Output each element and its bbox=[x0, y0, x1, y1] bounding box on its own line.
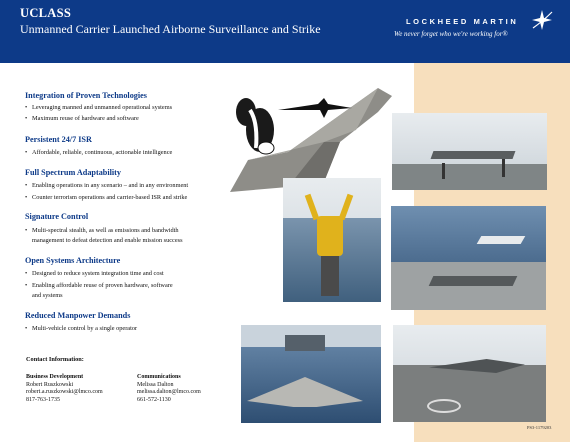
photo-flight-over-carrier bbox=[241, 325, 381, 423]
photo-carrier-landing bbox=[393, 325, 546, 422]
contact-communications bbox=[137, 374, 201, 404]
bullet-item: • Designed to reduce system integration time and cost bbox=[25, 270, 164, 277]
lockheed-star-icon bbox=[531, 9, 553, 31]
photo-launch bbox=[391, 206, 546, 310]
section-heading-open-systems: Open Systems Architecture bbox=[25, 256, 121, 265]
section-heading-isr: Persistent 24/7 ISR bbox=[25, 135, 92, 144]
photo-deck-crew bbox=[283, 178, 381, 302]
page-subtitle: Unmanned Carrier Launched Airborne Surveillance and Strike bbox=[20, 22, 321, 36]
bullet-item: • Enabling affordable reuse of proven hardware, software bbox=[25, 282, 173, 289]
part-number: PS3-1179203 bbox=[527, 425, 552, 430]
page-title: UCLASS bbox=[20, 6, 72, 20]
contact-name: Melissa Dalton bbox=[137, 381, 174, 388]
contact-phone: 661-572-1130 bbox=[137, 396, 171, 403]
contact-email[interactable]: melissa.dalton@lmco.com bbox=[137, 389, 201, 395]
bullet-item-continued: management to defeat detection and enable mission success bbox=[32, 237, 183, 244]
contact-business bbox=[26, 374, 103, 404]
contact-phone: 817-763-1735 bbox=[26, 396, 60, 403]
contact-name: Robert Ruszkowski bbox=[26, 381, 74, 388]
contact-heading: Contact Information: bbox=[26, 356, 84, 363]
bullet-item: • Multi-spectral stealth, as well as emissions and bandwidth bbox=[25, 227, 179, 234]
tagline: We never forget who we're working for® bbox=[394, 30, 508, 38]
contact-role: Communications bbox=[137, 374, 181, 380]
section-heading-adaptability: Full Spectrum Adaptability bbox=[25, 168, 121, 177]
skunk-icon bbox=[236, 98, 274, 154]
section-heading-integration: Integration of Proven Technologies bbox=[25, 91, 147, 100]
photo-aircraft-on-deck bbox=[392, 113, 547, 190]
header-banner bbox=[0, 0, 570, 63]
contact-role: Business Development bbox=[26, 374, 84, 380]
section-heading-manpower: Reduced Manpower Demands bbox=[25, 311, 131, 320]
contact-email[interactable]: robert.a.ruszkowski@lmco.com bbox=[26, 389, 103, 395]
section-heading-signature: Signature Control bbox=[25, 212, 89, 221]
bullet-item-continued: and systems bbox=[32, 292, 63, 299]
bullet-item: • Counter terrorism operations and carrier-based ISR and strike bbox=[25, 194, 188, 201]
bullet-item: • Affordable, reliable, continuous, actionable intelligence bbox=[25, 149, 173, 156]
bullet-item: • Enabling operations in any scenario – and in any environment bbox=[25, 182, 189, 189]
bullet-item: • Maximum reuse of hardware and software bbox=[25, 115, 139, 122]
bullet-item: • Multi-vehicle control by a single operator bbox=[25, 325, 138, 332]
bullet-item: • Leveraging manned and unmanned operational systems bbox=[25, 104, 173, 111]
lockheed-martin-logo: LOCKHEED MARTIN bbox=[406, 17, 519, 26]
